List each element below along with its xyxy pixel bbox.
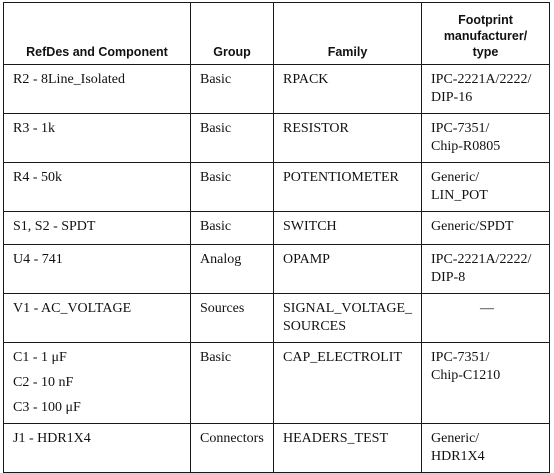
cell-family <box>274 65 422 114</box>
cell-family <box>274 294 422 343</box>
cell-component <box>4 245 191 294</box>
component-text: C1 - 1 μF <box>13 350 67 365</box>
cell-component <box>4 65 191 114</box>
header-refdes-component: RefDes and Component <box>4 3 191 65</box>
footprint-text: HDR1X4 <box>431 449 485 464</box>
header-row <box>4 3 550 65</box>
family-text: SOURCES <box>283 319 347 334</box>
cell-component <box>4 163 191 212</box>
family-text: POTENTIOMETER <box>283 170 399 185</box>
footprint-text: IPC-7351/ <box>431 350 490 365</box>
header-footprint-line-3: type <box>472 45 499 59</box>
footprint-text: Chip-R0805 <box>431 139 501 154</box>
cell-group: Analog <box>191 245 274 294</box>
component-text: R4 - 50k <box>13 170 62 185</box>
cell-group: Basic <box>191 343 274 424</box>
component-text: C2 - 10 nF <box>13 375 74 390</box>
cell-footprint <box>422 294 550 343</box>
cell-family <box>274 114 422 163</box>
component-text: R3 - 1k <box>13 121 55 136</box>
cell-group: Basic <box>191 212 274 245</box>
cell-group: Sources <box>191 294 274 343</box>
header-footprint-line-1: Footprint <box>458 13 513 27</box>
header-family: Family <box>274 3 422 65</box>
cell-family <box>274 212 422 245</box>
cell-footprint <box>422 163 550 212</box>
family-text: RESISTOR <box>283 121 349 136</box>
component-text: S1, S2 - SPDT <box>13 219 96 234</box>
cell-family <box>274 343 422 424</box>
cell-component <box>4 294 191 343</box>
header-footprint <box>422 3 550 65</box>
footprint-text: DIP-16 <box>431 90 473 105</box>
header-footprint-line-2: manufacturer/ <box>443 29 528 43</box>
footprint-text: — <box>480 301 494 316</box>
footprint-text: Generic/ <box>431 431 480 446</box>
table-row <box>4 294 550 343</box>
footprint-text: IPC-2221A/2222/ <box>431 252 532 267</box>
table-row <box>4 163 550 212</box>
cell-footprint <box>422 343 550 424</box>
component-text: R2 - 8Line_Isolated <box>13 72 125 87</box>
family-text: OPAMP <box>283 252 330 267</box>
family-text: CAP_ELECTROLIT <box>283 350 402 365</box>
table-row <box>4 212 550 245</box>
component-text: C3 - 100 μF <box>13 400 81 415</box>
cell-family <box>274 245 422 294</box>
component-text: V1 - AC_VOLTAGE <box>13 301 132 316</box>
table-row <box>4 424 550 473</box>
footprint-text: Generic/SPDT <box>431 219 514 234</box>
family-text: SWITCH <box>283 219 337 234</box>
cell-component <box>4 114 191 163</box>
cell-family <box>274 424 422 473</box>
component-text: J1 - HDR1X4 <box>13 431 91 446</box>
cell-component <box>4 212 191 245</box>
family-text: HEADERS_TEST <box>283 431 388 446</box>
footprint-text: DIP-8 <box>431 270 466 285</box>
footprint-text: LIN_POT <box>431 188 488 203</box>
cell-group: Basic <box>191 114 274 163</box>
cell-footprint <box>422 245 550 294</box>
cell-footprint <box>422 212 550 245</box>
footprint-text: IPC-7351/ <box>431 121 490 136</box>
cell-component <box>4 424 191 473</box>
cell-group: Connectors <box>191 424 274 473</box>
cell-group: Basic <box>191 163 274 212</box>
family-text: RPACK <box>283 72 329 87</box>
cell-component <box>4 343 191 424</box>
cell-footprint <box>422 114 550 163</box>
component-table <box>3 2 550 473</box>
table-row <box>4 245 550 294</box>
family-text: SIGNAL_VOLTAGE_ <box>283 301 413 316</box>
table-row <box>4 343 550 424</box>
footprint-text: IPC-2221A/2222/ <box>431 72 532 87</box>
cell-family <box>274 163 422 212</box>
component-text: U4 - 741 <box>13 252 63 267</box>
cell-group: Basic <box>191 65 274 114</box>
table-row <box>4 65 550 114</box>
footprint-text: Chip-C1210 <box>431 368 501 383</box>
table-row <box>4 114 550 163</box>
cell-footprint <box>422 424 550 473</box>
header-group: Group <box>191 3 274 65</box>
cell-footprint <box>422 65 550 114</box>
footprint-text: Generic/ <box>431 170 480 185</box>
